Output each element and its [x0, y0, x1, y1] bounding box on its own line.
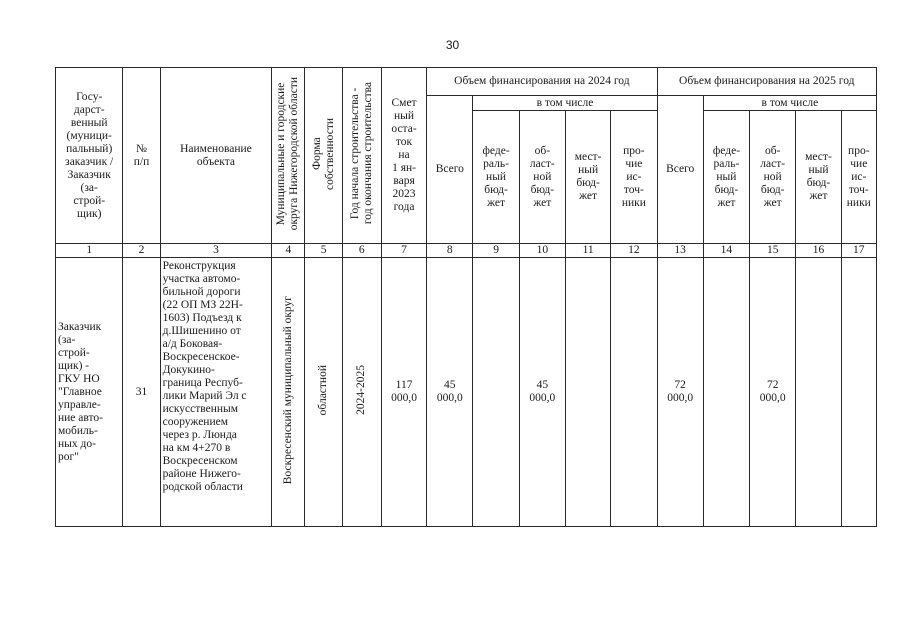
column-number: 13 — [657, 244, 703, 258]
financing-table — [55, 67, 877, 527]
row-local-2025 — [796, 258, 841, 527]
column-number: 1 — [56, 244, 123, 258]
header-including-2024: в том числе — [473, 96, 657, 111]
header-total-2024: Всего — [427, 96, 473, 244]
table-row — [56, 258, 877, 527]
row-ownership: областной — [305, 258, 342, 527]
column-number: 11 — [565, 244, 610, 258]
row-customer: Заказчик (за- строй- щик) - ГКУ НО "Главное управле- ние авто- мобиль- ных до- рог" — [56, 258, 123, 527]
header-regional-2024: об- ласт- ной бюд- жет — [519, 111, 565, 244]
column-number: 15 — [750, 244, 796, 258]
header-row-1 — [56, 68, 877, 96]
header-local-2025: мест- ный бюд- жет — [796, 111, 841, 244]
header-estimate: Смет ный оста- ток на 1 ян- варя 2023 года — [381, 68, 426, 244]
column-numbers-row — [56, 244, 877, 258]
header-including-2025: в том числе — [703, 96, 876, 111]
header-regional-2025: об- ласт- ной бюд- жет — [750, 111, 796, 244]
row-municipality: Воскресенский муниципальный округ — [272, 258, 305, 527]
column-number: 6 — [342, 244, 381, 258]
header-federal-2024: феде- раль- ный бюд- жет — [473, 111, 519, 244]
header-federal-2025: феде- раль- ный бюд- жет — [703, 111, 749, 244]
row-object-name: Реконструкция участка автомо- бильной дороги (22 ОП МЗ 22Н- 1603) Подъезд к д.Шишенино от а/д Боковая- Воскресенское- Докукино- граница Респуб- лики Марий Эл с искусственным сооружением через р. Люнда на км 4+270 в Воскресенском районе Нижего- родской области — [160, 258, 272, 527]
row-other-2024 — [611, 258, 657, 527]
header-municipality: Муниципальные и городские округа Нижегородской области — [272, 68, 305, 244]
header-funding-2024: Объем финансирования на 2024 год — [427, 68, 657, 96]
header-object-name: Наименование объекта — [160, 68, 272, 244]
column-number: 17 — [841, 244, 876, 258]
column-number: 5 — [305, 244, 342, 258]
header-funding-2025: Объем финансирования на 2025 год — [657, 68, 876, 96]
column-number: 7 — [381, 244, 426, 258]
column-number: 16 — [796, 244, 841, 258]
page-number: 30 — [445, 38, 460, 52]
row-num: 31 — [123, 258, 160, 527]
column-number: 3 — [160, 244, 272, 258]
row-federal-2025 — [703, 258, 749, 527]
column-number: 10 — [519, 244, 565, 258]
column-number: 2 — [123, 244, 160, 258]
header-total-2025: Всего — [657, 96, 703, 244]
row-years: 2024-2025 — [342, 258, 381, 527]
header-other-2024: про- чие ис- точ- ники — [611, 111, 657, 244]
row-estimate: 117 000,0 — [381, 258, 426, 527]
row-local-2024 — [565, 258, 610, 527]
header-local-2024: мест- ный бюд- жет — [565, 111, 610, 244]
header-num: № п/п — [123, 68, 160, 244]
column-number: 4 — [272, 244, 305, 258]
column-number: 12 — [611, 244, 657, 258]
column-number: 9 — [473, 244, 519, 258]
header-other-2025: про- чие ис- точ- ники — [841, 111, 876, 244]
row-regional-2025: 72 000,0 — [750, 258, 796, 527]
row-other-2025 — [841, 258, 876, 527]
row-total-2024: 45 000,0 — [427, 258, 473, 527]
header-years: Год начала строительства - год окончания строительства — [342, 68, 381, 244]
row-federal-2024 — [473, 258, 519, 527]
column-number: 14 — [703, 244, 749, 258]
row-total-2025: 72 000,0 — [657, 258, 703, 527]
column-number: 8 — [427, 244, 473, 258]
header-ownership: Форма собственности — [305, 68, 342, 244]
row-regional-2024: 45 000,0 — [519, 258, 565, 527]
header-customer: Госу- дарст- венный (муници- пальный) заказчик / Заказчик (за- строй- щик) — [56, 68, 123, 244]
